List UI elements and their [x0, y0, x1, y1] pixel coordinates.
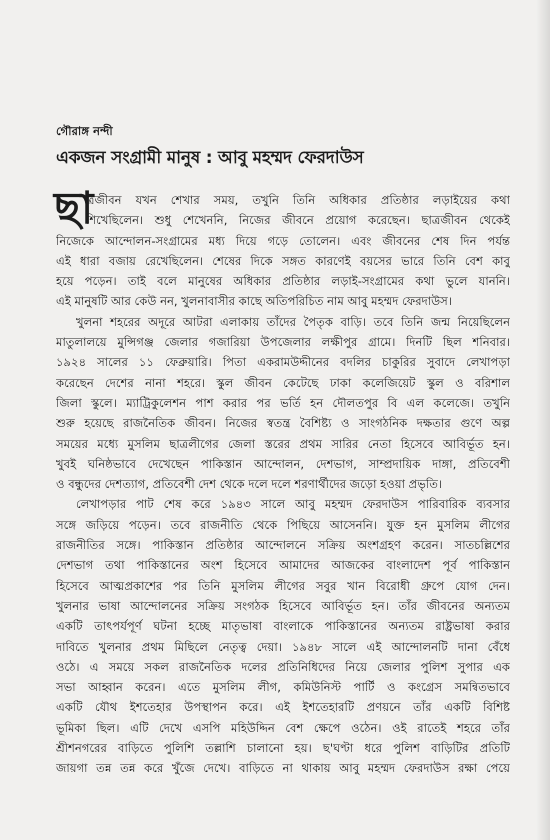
text-line: সময়ের মধ্যে মুসলিম ছাত্রলীগের জেলা স্তরের প্রথম সারির নেতা হিসেবে আবির্ভূত হন।: [56, 436, 510, 451]
text-line: ভূমিকা ছিল। এটি দেখে এসপি মহিউদ্দিন বেশ ক্ষেপে ওঠেন। ওই রাতেই শহরে তাঁর: [56, 720, 510, 735]
article-title: একজন সংগ্রামী মানুষ : আবু মহম্মদ ফেরদাউস: [56, 148, 364, 168]
drop-cap: ছা: [54, 183, 94, 234]
text-line: রাজনীতির সঙ্গে। পাকিস্তান প্রতিষ্ঠার আন্দোলনে সক্রিয় অংশগ্রহণ করেন। সাতচল্লিশের: [56, 538, 510, 553]
text-line: এই ধারা বজায় রেখেছিলেন। শেষের দিকে সঙ্গত কারণেই বয়সের ভারে তিনি বেশ কাবু: [56, 253, 510, 268]
text-line: খুলনার ভাষা আন্দোলনের সক্রিয় সংগঠক হিসেবে আবির্ভূত হন। তাঁর জীবনের অন্যতম: [56, 598, 510, 613]
paragraph-list: [56, 190, 510, 779]
text-line: এই মানুষটি আর কেউ নন, খুলনাবাসীর কাছে অতিপরিচিত নাম আবু মহম্মদ ফেরদাউস।: [56, 294, 452, 309]
text-line: খুবই ঘনিষ্ঠভাবে দেখেছেন পাকিস্তান আন্দোলন, দেশভাগ, সাম্প্রদায়িক দাঙ্গা, প্রতিবেশী: [56, 456, 510, 471]
text-line: মাতুলালয়ে মুন্সিগঞ্জ জেলার গজারিয়া উপজেলার লক্ষীপুর গ্রামে। দিনটি ছিল শনিবার।: [56, 335, 510, 350]
text-line: সভা আহ্বান করেন। এতে মুসলিম লীগ, কমিউনিস্ট পার্টি ও কংগ্রেস সমন্বিতভাবে: [56, 680, 510, 695]
text-line: দেশভাগ তথা পাকিস্তানের অংশ হিসেবে আমাদের আজকের বাংলাদেশ পূর্ব পাকিস্তান: [56, 558, 510, 573]
text-line: করেছেন দেশের নানা শহরে। স্কুল জীবন কেটেছে ঢাকা কলেজিয়েট স্কুল ও বরিশাল: [56, 375, 510, 390]
text-line: সঙ্গে জড়িয়ে পড়েন। তবে রাজনীতি থেকে পিছিয়ে আসেননি। যুক্ত হন মুসলিম লীগের: [56, 517, 510, 532]
text-line: শিখেছিলেন। শুধু শেখেননি, নিজের জীবনে প্রয়োগ করেছেন। ছাত্রজীবন থেকেই: [86, 213, 510, 228]
author-name: গৌরাঙ্গ নন্দী: [56, 124, 113, 138]
text-line: ওঠে। এ সময়ে সকল রাজনৈতিক দলের প্রতিনিধিদের নিয়ে জেলার পুলিশ সুপার এক: [56, 659, 510, 674]
text-line: শুরু হয়েছে রাজনৈতিক জীবন। নিজের স্বতন্ত্র বৈশিষ্ট্য ও সাংগঠনিক দক্ষতার গুণে অল্প: [56, 416, 510, 431]
paragraph: [56, 494, 510, 778]
text-line: হিসেবে আত্মপ্রকাশের পর তিনি মুসলিম লীগের সবুর খান বিরোধী গ্রুপে যোগ দেন।: [56, 578, 510, 593]
text-line: শ্রীশনগরের বাড়িতে পুলিশি তল্লাশি চালানো হয়। ছ'ঘণ্টা ধরে পুলিশ বাড়িটির প্রতিটি: [56, 741, 510, 756]
paragraph: [56, 312, 510, 495]
text-line: জিলা স্কুলে। ম্যাট্রিকুলেশন পাশ করার পর ভর্তি হন দৌলতপুর বি এল কলেজে। তখুনি: [56, 395, 510, 410]
paragraph: [56, 190, 510, 312]
text-line: ১৯২৪ সালের ১১ ফেব্রুয়ারি। পিতা একরামউদ্দীনের বদলির চাকুরির সুবাদে লেখাপড়া: [56, 355, 510, 370]
text-line: নিজেকে আন্দোলন-সংগ্রামের মধ্য দিয়ে গড়ে তোলেন। এবং জীবনের শেষ দিন পর্যন্ত: [56, 233, 510, 248]
text-line: ও বন্ধুদের দেশত্যাগ, প্রতিবেশী দেশ থেকে দলে দলে শরণার্থীদের জড়ো হওয়া প্রভৃতি।: [56, 477, 443, 492]
text-line: হয়ে পড়েন। তাই বলে মানুষের অধিকার প্রতিষ্ঠার লড়াই-সংগ্রামের কথা ভুলে যাননি।: [56, 274, 510, 289]
text-line: লেখাপড়ার পাট শেষ করে ১৯৪৩ সালে আবু মহম্মদ ফেরদাউস পারিবারিক ব্যবসার: [76, 497, 510, 512]
text-line: দাবিতে খুলনার প্রথম মিছিলে নেতৃত্ব দেয়া। ১৯৪৮ সালে এই আন্দোলনটি দানা বেঁধে: [56, 639, 510, 654]
page-edge-shadow: [536, 0, 550, 840]
text-line: একটি তাৎপর্যপূর্ণ ঘটনা হচ্ছে মাতৃভাষা বাংলাকে পাকিস্তানের অন্যতম রাষ্ট্রভাষা করার: [56, 619, 510, 634]
text-line: জায়গা তন্ন তন্ন করে খুঁজে দেখে। বাড়িতে না থাকায় আবু মহম্মদ ফেরদাউস রক্ষা পেয়ে: [56, 761, 510, 776]
text-line: একটি যৌথ ইশতেহার উপস্থাপন করে। এই ইশতেহারটি প্রণয়নে তাঁর একটি বিশিষ্ট: [56, 700, 510, 715]
article-body: [54, 183, 510, 779]
text-line: ত্রজীবন যখন শেখার সময়, তখুনি তিনি অধিকার প্রতিষ্ঠার লড়াইয়ের কথা: [86, 193, 510, 207]
text-line: খুলনা শহরের অদূরে আটরা এলাকায় তাঁদের পৈতৃক বাড়ি। তবে তিনি জন্ম নিয়েছিলেন: [76, 314, 510, 329]
